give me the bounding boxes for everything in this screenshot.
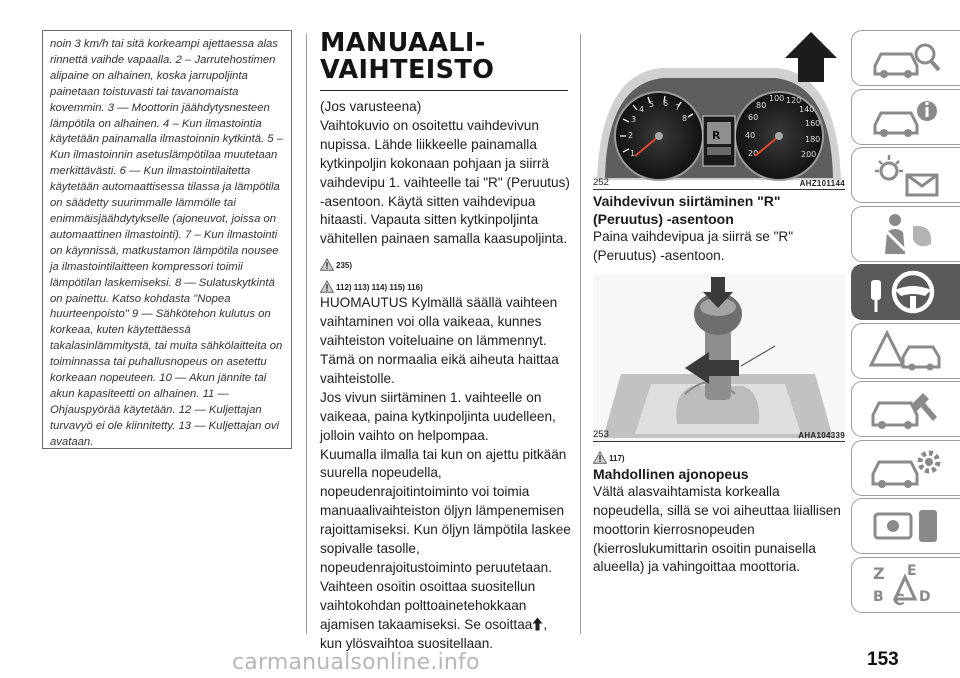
- heading-rule: [320, 90, 568, 91]
- tab-safety[interactable]: [851, 206, 960, 262]
- possible-speed-heading: Mahdollinen ajonopeus: [593, 465, 749, 482]
- car-info-icon: [867, 93, 945, 141]
- tab-index[interactable]: [851, 557, 960, 613]
- car-wrench-icon: [867, 385, 945, 433]
- radio-phone-icon: [867, 502, 945, 550]
- tab-lights-and-messages[interactable]: [851, 147, 960, 203]
- manual-transmission-section: [320, 30, 572, 653]
- column-divider-right: [580, 34, 581, 634]
- svg-text:E: E: [907, 562, 917, 579]
- gear-lever-illustration: [593, 274, 845, 442]
- svg-text:1: 1: [630, 149, 636, 158]
- svg-text:120: 120: [786, 96, 802, 105]
- svg-text:7: 7: [675, 103, 681, 112]
- svg-text:200: 200: [801, 150, 817, 159]
- instrument-cluster-illustration: [593, 30, 845, 190]
- chapter-tabs: [851, 30, 960, 615]
- svg-text:2: 2: [628, 131, 634, 140]
- svg-text:180: 180: [805, 135, 821, 144]
- svg-text:60: 60: [748, 113, 759, 122]
- upshift-arrow-icon: [532, 617, 543, 631]
- section-heading: [320, 30, 572, 84]
- section-heading-line2: VAIHTEISTO: [320, 55, 495, 85]
- car-gear-icon: [867, 444, 945, 492]
- notice-text: HUOMAUTUS Kylmällä säällä vaihteen vaihtaminen voi olla vaikeaa, kunnes vaihteiston voiteluaine on lämmennyt. Tämä on normaalia eikä aiheuta haittaa vaihteistolle. Jos vivun siirtäminen 1. vaihteelle on vaikeaa, paina kytkinpoljinta uudelleen, jolloin vaihto on helpompaa. Kuumalla ilmalla tai kun on ajettu pitkään suurella nopeudella, nopeudenrajoitintoiminto voi toimia manuaalivaihteiston öljyn lämpenemisen rajoittamiseksi. Kun öljyn lämpötila laskee sopivalle tasolle, nopeudenrajoitustoiminto peruutetaan. Vaihteen osoitin osoittaa suositellun vaihtokohdan polttoainetehokkaan ajamisen takaamiseksi. Se osoittaa: [320, 295, 571, 632]
- figure-253-caption: [593, 428, 845, 442]
- instrument-cluster-figure: [593, 30, 845, 190]
- svg-text:5: 5: [649, 100, 655, 109]
- svg-text:40: 40: [745, 131, 756, 140]
- svg-text:B: B: [873, 588, 884, 605]
- warning-ref-3: [593, 444, 845, 464]
- column-divider-left: [306, 34, 307, 634]
- warning-triangle-car-icon: [867, 327, 945, 375]
- svg-text:R: R: [712, 129, 721, 142]
- warning-triangle-icon: [320, 280, 334, 293]
- svg-text:4: 4: [639, 105, 645, 114]
- warning-triangle-icon: [593, 451, 607, 464]
- note-box: [42, 30, 292, 449]
- car-with-magnifier-icon: [867, 34, 945, 82]
- section-heading-line1: MANUAALI-: [320, 28, 486, 58]
- warning-ref-number: 117): [609, 453, 625, 463]
- gear-lever-figure: [593, 274, 845, 442]
- figure-number: 253: [593, 428, 609, 440]
- svg-text:160: 160: [805, 119, 821, 128]
- tab-starting-and-driving[interactable]: [851, 264, 960, 320]
- figures-column: [593, 30, 845, 577]
- svg-text:Z: Z: [873, 563, 885, 583]
- tab-technical-data[interactable]: [851, 440, 960, 496]
- figure-252-caption: [593, 176, 845, 190]
- page-number: 153: [867, 649, 899, 670]
- seatbelt-airbag-icon: [867, 210, 945, 258]
- reverse-shift-text: Paina vaihdevipua ja siirrä se "R" (Peruutus) -asentoon.: [593, 229, 794, 263]
- svg-text:20: 20: [748, 149, 759, 158]
- svg-text:3: 3: [631, 115, 637, 124]
- tab-multimedia[interactable]: [851, 498, 960, 554]
- figure-code: AHZ101144: [799, 179, 845, 188]
- svg-text:C: C: [893, 589, 905, 609]
- notice-text-tail: , kun ylösvaihtoa suositellaan.: [320, 616, 548, 651]
- reverse-shift-heading: Vaihdevivun siirtäminen "R" (Peruutus) -asentoon: [593, 193, 781, 227]
- figure-number: 252: [593, 177, 609, 188]
- alphabet-index-icon: [867, 561, 945, 609]
- light-and-message-icon: [867, 151, 945, 199]
- warning-ref-2: [320, 273, 572, 293]
- svg-text:140: 140: [799, 105, 815, 114]
- tab-vehicle-overview[interactable]: [851, 30, 960, 86]
- warning-ref-number: 235): [336, 261, 353, 271]
- svg-text:8: 8: [682, 114, 688, 123]
- figure-code: AHA104339: [798, 430, 845, 440]
- tab-dashboard-info[interactable]: [851, 89, 960, 145]
- key-and-steering-wheel-icon: [867, 268, 945, 316]
- possible-speed-text: Vältä alasvaihtamista korkealla nopeudella, sillä se voi aiheuttaa liiallisen moottorin kierrosnopeuden (kierroslukumittarin osoitin punaisella alueella) ja vahingoittaa moottoria.: [593, 483, 841, 575]
- svg-text:100: 100: [769, 94, 785, 103]
- svg-text:80: 80: [756, 101, 767, 110]
- warning-ref-numbers: 112) 113) 114) 115) 116): [336, 283, 423, 293]
- warning-ref-1: [320, 251, 572, 271]
- notice-paragraph: [320, 294, 572, 653]
- warning-triangle-icon: [320, 258, 334, 271]
- svg-text:6: 6: [663, 99, 669, 108]
- watermark: carmanualsonline.info: [232, 650, 480, 675]
- tab-emergency[interactable]: [851, 323, 960, 379]
- note-text: noin 3 km/h tai sitä korkeampi ajettaessa alas rinnettä vaihde vapaalla. 2 – Jarrutehostimen alipaine on alhainen, koska jarrupoljinta painetaan toistuvasti tai tavanomaista kovemmin. 3 — Moottorin jäähdytysnesteen lämpötila on alhainen. 4 – Kun ilmastointia käytetään painamalla ilmastoinnin kytkintä. 5 – Kun ilmastoinnin asetuslämpötilaa muutetaan merkittävästi. 6 — Kun ilmastointilaitetta käytetään automaattisessa tilassa ja lämpötila on säädetty suurimmalle lämmölle tai enimmäisjäähdytykselle (ajoneuvot, joissa on automaattinen ilmastointi). 7 – Kun ilmastointi on käynnissä, matkustamon lämpötila nousee ja ilmastointilaitteen kompressori toimii lämpötilan laskemiseksi. 8 — Sulatuskytkintä on painettu. Katso kohdasta "Nopea huurteenpoisto" 9 — Sähkötehon kulutus on korkeaa, kuten käytettäessä takalasinlämmitystä, tai muita sähkölaitteita on toiminnassa tai puhallusnopeus on asetettu korkeaan nopeuteen. 10 — Akun jännite tai akun kapasiteetti on alhainen. 11 — Ohjauspyörää käytetään. 12 — Kuljettajan turvavyö ei ole kiinnitetty. 13 — Kuljettajan ovi avataan.: [50, 38, 283, 448]
- tab-maintenance[interactable]: [851, 381, 960, 437]
- intro-paragraph: (Jos varusteena) Vaihtokuvio on osoitettu vaihdevivun nupissa. Lähde liikkeelle painamalla kytkinpoljin kokonaan pohjaan ja siirrä vaihdevipu 1. vaihteelle tai "R" (Peruutus) -asentoon. Käytä sitten vaihdevipua hitaasti. Vapauta sitten kytkinpoljinta vähitellen painaen samalla kaasupoljinta.: [320, 99, 570, 247]
- svg-text:D: D: [919, 588, 931, 605]
